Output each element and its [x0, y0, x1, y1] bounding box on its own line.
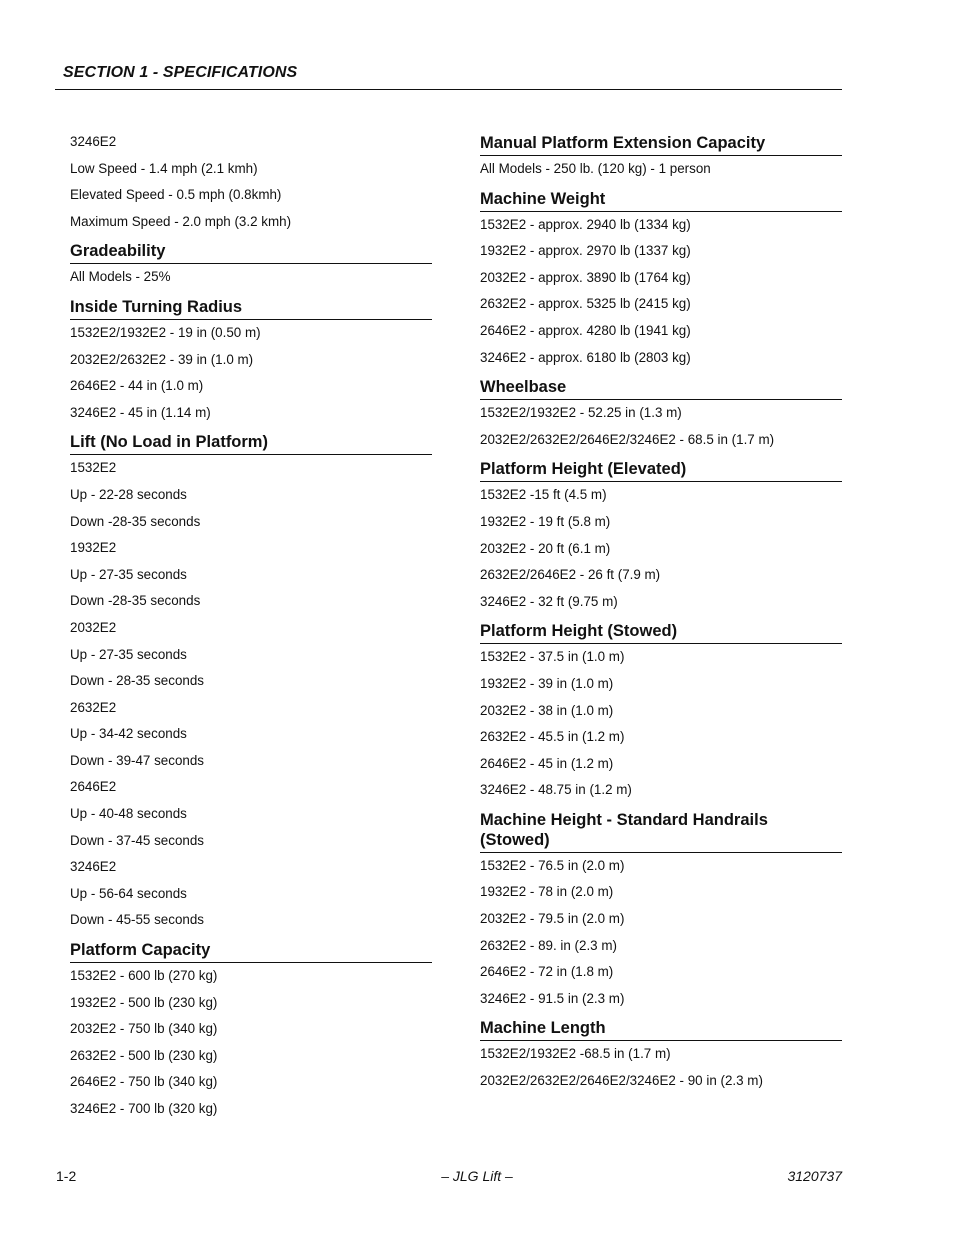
spec-item: 1532E2/1932E2 - 52.25 in (1.3 m)	[480, 405, 682, 421]
spec-item: Down - 45-55 seconds	[70, 912, 204, 928]
spec-item: Up - 40-48 seconds	[70, 806, 187, 822]
spec-item: 2646E2 - 44 in (1.0 m)	[70, 378, 204, 394]
spec-item: Down - 28-35 seconds	[70, 673, 204, 689]
spec-item: 1532E2 - approx. 2940 lb (1334 kg)	[480, 216, 691, 232]
spec-item: 3246E2 - 32 ft (9.75 m)	[480, 593, 618, 609]
spec-item: 2632E2 - 500 lb (230 kg)	[70, 1047, 218, 1063]
spec-item: 3246E2 - 45 in (1.14 m)	[70, 404, 211, 420]
spec-item: 1532E2 -15 ft (4.5 m)	[480, 487, 607, 503]
spec-item: 2646E2 - 45 in (1.2 m)	[480, 755, 614, 771]
spec-item: 2646E2 - 72 in (1.8 m)	[480, 964, 614, 980]
machine-height-heading-line2: (Stowed)	[480, 830, 550, 849]
machine-length-heading: Machine Length	[480, 1012, 842, 1041]
spec-item: 1532E2/1932E2 -68.5 in (1.7 m)	[480, 1046, 671, 1062]
spec-item: 2646E2 - approx. 4280 lb (1941 kg)	[480, 322, 691, 338]
section-header: SECTION 1 - SPECIFICATIONS	[63, 64, 298, 81]
spec-item: 3246E2 - approx. 6180 lb (2803 kg)	[480, 349, 691, 365]
spec-item: Down - 37-45 seconds	[70, 832, 204, 848]
spec-item: 2632E2 - 89. in (2.3 m)	[480, 937, 617, 953]
spec-item: Maximum Speed - 2.0 mph (3.2 kmh)	[70, 213, 292, 229]
spec-item: 2632E2 - approx. 5325 lb (2415 kg)	[480, 296, 691, 312]
gradeability-heading: Gradeability	[70, 235, 432, 264]
spec-item: 3246E2	[70, 859, 117, 875]
spec-item: 2646E2 - 750 lb (340 kg)	[70, 1074, 218, 1090]
spec-item: Down -28-35 seconds	[70, 513, 201, 529]
spec-item: 2032E2	[70, 619, 117, 635]
spec-item: All Models - 25%	[70, 269, 171, 285]
spec-item: 3246E2 - 700 lb (320 kg)	[70, 1101, 218, 1116]
spec-item: Down -28-35 seconds	[70, 593, 201, 609]
spec-item: 2632E2 - 45.5 in (1.2 m)	[480, 729, 625, 745]
spec-item: Elevated Speed - 0.5 mph (0.8kmh)	[70, 187, 282, 203]
spec-item: 2032E2 - 38 in (1.0 m)	[480, 702, 614, 718]
spec-item: 1532E2	[70, 460, 117, 476]
spec-item: 2032E2 - approx. 3890 lb (1764 kg)	[480, 269, 691, 285]
spec-item: Low Speed - 1.4 mph (2.1 kmh)	[70, 160, 258, 176]
spec-item: 2032E2 - 750 lb (340 kg)	[70, 1021, 218, 1037]
spec-item: 3246E2 - 48.75 in (1.2 m)	[480, 782, 632, 798]
machine-height-heading-line1: Machine Height - Standard Handrails	[480, 810, 768, 829]
spec-item: 2632E2/2646E2 - 26 ft (7.9 m)	[480, 567, 661, 583]
spec-item: 1932E2 - 39 in (1.0 m)	[480, 675, 614, 691]
spec-item: 2032E2 - 20 ft (6.1 m)	[480, 540, 611, 556]
spec-item: 1532E2 - 76.5 in (2.0 m)	[480, 857, 625, 873]
machine-height-heading	[480, 804, 842, 853]
lift-heading: Lift (No Load in Platform)	[70, 426, 432, 455]
inside-turning-radius-heading: Inside Turning Radius	[70, 291, 432, 320]
spec-item: 2032E2/2632E2/2646E2/3246E2 - 68.5 in (1.7 m)	[480, 431, 775, 447]
spec-item: Down - 39-47 seconds	[70, 752, 204, 768]
machine-weight-heading: Machine Weight	[480, 183, 842, 212]
right-column	[480, 129, 842, 1095]
spec-item: Up - 56-64 seconds	[70, 885, 187, 901]
spec-item: 2032E2/2632E2/2646E2/3246E2 - 90 in (2.3 m)	[480, 1073, 763, 1089]
spec-item: 3246E2 - 91.5 in (2.3 m)	[480, 990, 625, 1006]
platform-capacity-heading: Platform Capacity	[70, 934, 432, 963]
spec-item: 1532E2/1932E2 - 19 in (0.50 m)	[70, 324, 261, 340]
platform-height-stowed-heading: Platform Height (Stowed)	[480, 615, 842, 644]
left-column	[70, 129, 432, 1123]
spec-item: 1532E2 - 37.5 in (1.0 m)	[480, 649, 625, 665]
spec-item: 1932E2 - 19 ft (5.8 m)	[480, 513, 611, 529]
wheelbase-heading: Wheelbase	[480, 371, 842, 400]
spec-item: Up - 22-28 seconds	[70, 486, 187, 502]
publisher-label: – JLG Lift –	[441, 1168, 513, 1184]
document-number: 3120737	[787, 1168, 842, 1184]
page-number: 1-2	[56, 1168, 77, 1184]
spec-item: 3246E2	[70, 134, 117, 149]
spec-item: 1532E2 - 600 lb (270 kg)	[70, 968, 218, 984]
spec-item: 2646E2	[70, 779, 117, 795]
spec-item: 1932E2 - approx. 2970 lb (1337 kg)	[480, 243, 691, 259]
spec-item: Up - 27-35 seconds	[70, 646, 187, 662]
spec-item: 2032E2 - 79.5 in (2.0 m)	[480, 911, 625, 927]
spec-item: 2632E2	[70, 699, 117, 715]
spec-item: 2032E2/2632E2 - 39 in (1.0 m)	[70, 351, 254, 367]
platform-height-elevated-heading: Platform Height (Elevated)	[480, 453, 842, 482]
spec-item: All Models - 250 lb. (120 kg) - 1 person	[480, 161, 711, 176]
spec-item: Up - 34-42 seconds	[70, 726, 187, 742]
header-rule	[55, 89, 842, 90]
spec-item: 1932E2 - 500 lb (230 kg)	[70, 994, 218, 1010]
spec-item: 1932E2	[70, 540, 117, 556]
spec-item: 1932E2 - 78 in (2.0 m)	[480, 884, 614, 900]
manual-platform-extension-heading: Manual Platform Extension Capacity	[480, 129, 842, 156]
spec-item: Up - 27-35 seconds	[70, 566, 187, 582]
